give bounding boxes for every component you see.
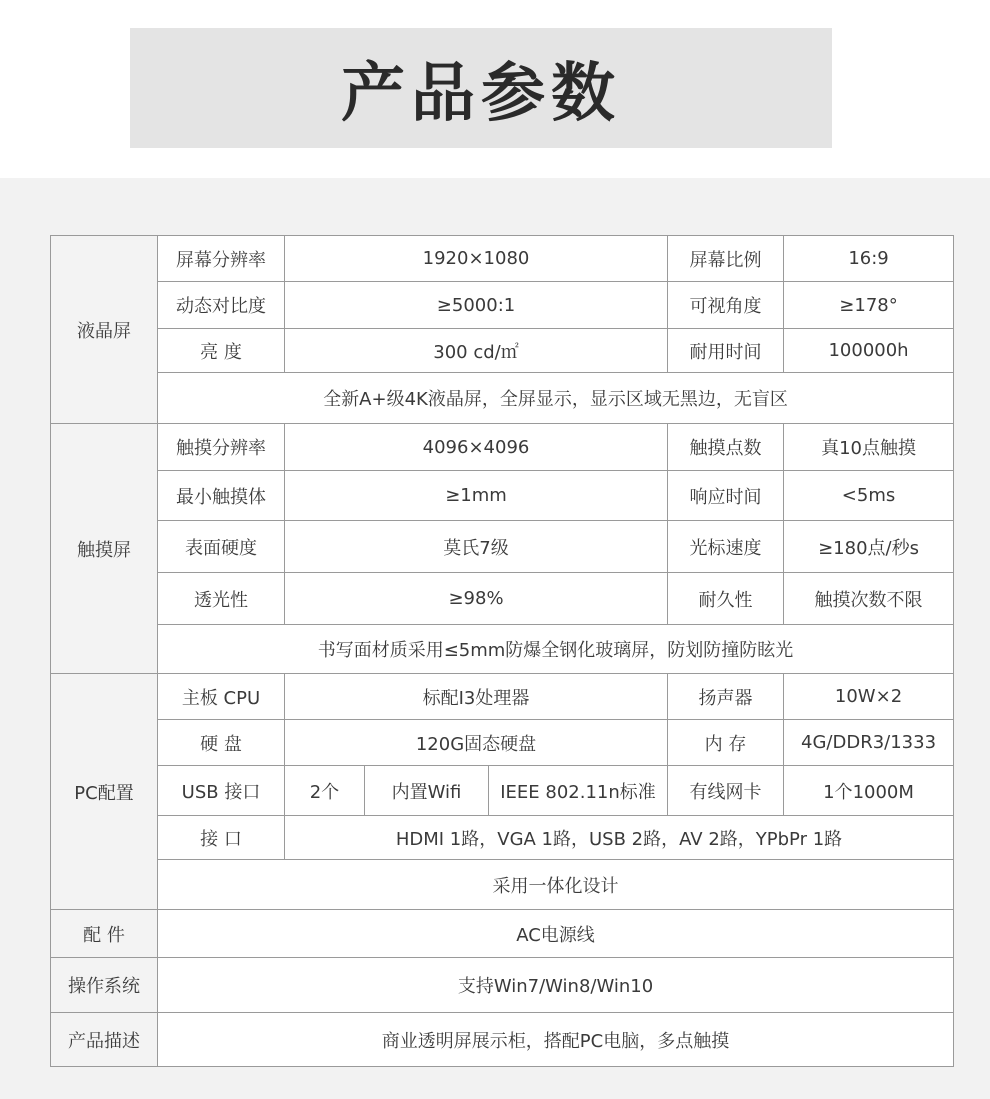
spec-label: 透光性 (158, 573, 285, 625)
spec-value: 120G固态硬盘 (285, 720, 668, 766)
spec-label: 光标速度 (668, 521, 784, 573)
spec-label: 硬 盘 (158, 720, 285, 766)
table-row (51, 720, 954, 766)
spec-label: 有线网卡 (668, 766, 784, 816)
spec-value: AC电源线 (158, 910, 954, 958)
spec-label: 可视角度 (668, 282, 784, 329)
spec-value: 标配I3处理器 (285, 674, 668, 720)
spec-value: IEEE 802.11n标准 (489, 766, 668, 816)
spec-table (50, 235, 954, 1067)
spec-label: 表面硬度 (158, 521, 285, 573)
spec-value: ≥5000:1 (285, 282, 668, 329)
spec-label: 响应时间 (668, 471, 784, 521)
category-touch: 触摸屏 (51, 424, 158, 674)
spec-value: ≥180点/秒s (784, 521, 954, 573)
spec-value: 商业透明屏展示柜，搭配PC电脑，多点触摸 (158, 1013, 954, 1067)
spec-value: 1个1000M (784, 766, 954, 816)
spec-label: 最小触摸体 (158, 471, 285, 521)
table-row (51, 625, 954, 674)
spec-value: 1920×1080 (285, 236, 668, 282)
spec-note: 全新A+级4K液晶屏，全屏显示，显示区域无黑边，无盲区 (158, 373, 954, 424)
table-row (51, 373, 954, 424)
page-title: 产品参数 (341, 57, 621, 131)
spec-value: 100000h (784, 329, 954, 373)
title-banner (130, 28, 832, 148)
category-lcd: 液晶屏 (51, 236, 158, 424)
spec-label: 耐用时间 (668, 329, 784, 373)
spec-label: 扬声器 (668, 674, 784, 720)
spec-label: 触摸分辨率 (158, 424, 285, 471)
table-row (51, 910, 954, 958)
category-pc: PC配置 (51, 674, 158, 910)
category-accessory: 配 件 (51, 910, 158, 958)
spec-value: 支持Win7/Win8/Win10 (158, 958, 954, 1013)
spec-label: 内 存 (668, 720, 784, 766)
spec-value: <5ms (784, 471, 954, 521)
spec-label: 屏幕分辨率 (158, 236, 285, 282)
spec-label: 内置Wifi (365, 766, 489, 816)
table-row (51, 674, 954, 720)
spec-value: ≥98% (285, 573, 668, 625)
spec-note: 书写面材质采用≤5mm防爆全钢化玻璃屏，防划防撞防眩光 (158, 625, 954, 674)
table-row (51, 860, 954, 910)
category-description: 产品描述 (51, 1013, 158, 1067)
table-row (51, 958, 954, 1013)
spec-value: HDMI 1路，VGA 1路，USB 2路，AV 2路，YPbPr 1路 (285, 816, 954, 860)
table-row (51, 424, 954, 471)
spec-value: 300 cd/㎡ (285, 329, 668, 373)
spec-value: 4G/DDR3/1333 (784, 720, 954, 766)
table-row (51, 573, 954, 625)
spec-value: 触摸次数不限 (784, 573, 954, 625)
spec-value: 10W×2 (784, 674, 954, 720)
spec-label: 耐久性 (668, 573, 784, 625)
table-row (51, 236, 954, 282)
table-row (51, 521, 954, 573)
spec-label: 接 口 (158, 816, 285, 860)
spec-value: ≥1mm (285, 471, 668, 521)
table-row (51, 329, 954, 373)
table-row (51, 766, 954, 816)
spec-value: 莫氏7级 (285, 521, 668, 573)
spec-label: 触摸点数 (668, 424, 784, 471)
table-row (51, 816, 954, 860)
spec-label: USB 接口 (158, 766, 285, 816)
spec-label: 主板 CPU (158, 674, 285, 720)
spec-value: ≥178° (784, 282, 954, 329)
table-row (51, 1013, 954, 1067)
spec-value: 真10点触摸 (784, 424, 954, 471)
spec-section (0, 178, 990, 1099)
spec-value: 16:9 (784, 236, 954, 282)
table-row (51, 282, 954, 329)
spec-label: 亮 度 (158, 329, 285, 373)
category-os: 操作系统 (51, 958, 158, 1013)
spec-label: 动态对比度 (158, 282, 285, 329)
spec-value: 4096×4096 (285, 424, 668, 471)
spec-note: 采用一体化设计 (158, 860, 954, 910)
table-row (51, 471, 954, 521)
spec-value: 2个 (285, 766, 365, 816)
spec-label: 屏幕比例 (668, 236, 784, 282)
